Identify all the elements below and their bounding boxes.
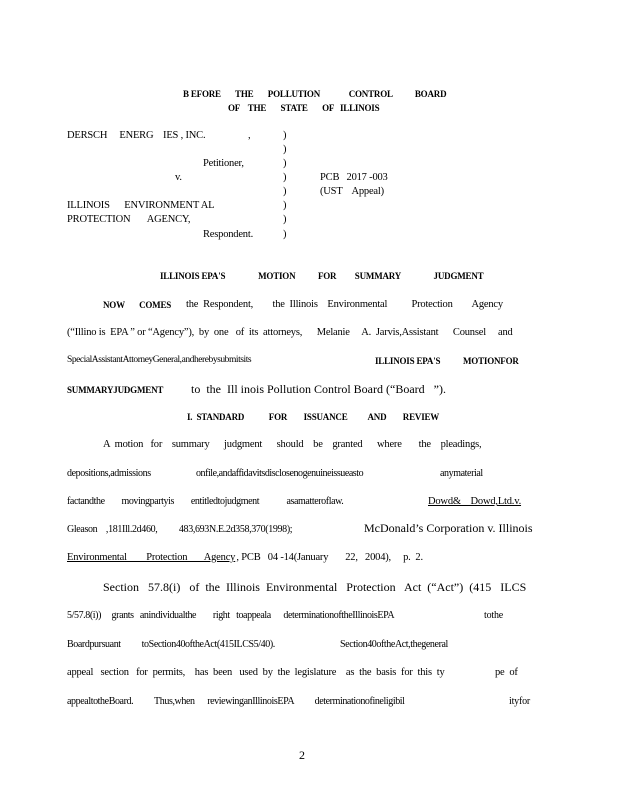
board-caption-line-1: B EFORE THE POLLUTION CONTROL BOARD bbox=[183, 89, 447, 99]
para1-line-2b: onfile,andaffidavitsdisclosenogenuineissueasto bbox=[196, 468, 364, 479]
intro-summary-judgment: SUMMARYJUDGMENT bbox=[67, 385, 164, 395]
para2-line-2-end: tothe bbox=[484, 610, 503, 621]
petitioner-comma: , bbox=[248, 130, 251, 141]
case-cite-mcdonalds: McDonald’s Corporation v. Illinois bbox=[364, 521, 533, 535]
caption-paren: ) bbox=[283, 172, 287, 183]
para2-line-1: Section 57.8(i) of the Illinois Environmental Protection Act (“Act”) (415 ILCS bbox=[103, 580, 527, 594]
para1-line-5: , PCB 04 -14(January 22, 2004), p. 2. bbox=[234, 552, 423, 563]
intro-motion-ref-2: MOTIONFOR bbox=[463, 356, 519, 366]
para2-line-3b: Section40oftheAct,thegeneral bbox=[340, 639, 448, 650]
intro-line-2: (“Illino is EPA ” or “Agency”), by one of its attorneys, Melanie A. Jarvis,Assistant Counsel and bbox=[67, 327, 513, 338]
motion-title: ILLINOIS EPA'S MOTION FOR SUMMARY JUDGMENT bbox=[160, 271, 484, 281]
board-caption-line-2: OF THE STATE OF ILLINOIS bbox=[228, 103, 380, 113]
intro-line-4: to the Ill inois Pollution Control Board (“Board ”). bbox=[191, 382, 446, 396]
petitioner-role: Petitioner, bbox=[203, 158, 244, 169]
now-comes: NOW COMES bbox=[103, 300, 172, 310]
para1-line-2a: depositions,admissions bbox=[67, 468, 151, 479]
caption-paren: ) bbox=[283, 130, 287, 141]
caption-paren: ) bbox=[283, 158, 287, 169]
intro-motion-ref-1: ILLINOIS EPA'S bbox=[375, 356, 441, 366]
caption-paren: ) bbox=[283, 214, 287, 225]
section-heading: I. STANDARD FOR ISSUANCE AND REVIEW bbox=[187, 412, 440, 422]
case-number: PCB 2017 -003 bbox=[320, 172, 388, 183]
case-cite-agency: Environmental Protection Agency bbox=[67, 552, 236, 563]
respondent-name-line-2: PROTECTION AGENCY, bbox=[67, 214, 191, 225]
para1-line-4: Gleason ,181Ill.2d460, 483,693N.E.2d358,370(1998); bbox=[67, 524, 293, 535]
para1-line-3: factandthe movingpartyis entitledtojudgment asamatteroflaw. bbox=[67, 496, 344, 507]
intro-line-1: the Respondent, the Illinois Environmental Protection Agency bbox=[186, 299, 503, 310]
para1-line-2c: anymaterial bbox=[440, 468, 483, 479]
caption-paren: ) bbox=[283, 186, 287, 197]
para2-line-4: appeal section for permits, has been used by the legislature as the basis for this ty bbox=[67, 667, 445, 678]
caption-paren: ) bbox=[283, 144, 287, 155]
para1-line-1: A motion for summary judgment should be granted where the pleadings, bbox=[103, 439, 482, 450]
respondent-name-line-1: ILLINOIS ENVIRONMENT AL bbox=[67, 200, 215, 211]
case-type: (UST Appeal) bbox=[320, 186, 384, 197]
page-number: 2 bbox=[299, 748, 305, 762]
caption-paren: ) bbox=[283, 229, 287, 240]
respondent-role: Respondent. bbox=[203, 229, 254, 240]
para2-line-3a: Boardpursuant toSection40oftheAct(415ILCS5/40). bbox=[67, 639, 275, 650]
para2-line-5-end: ityfor bbox=[509, 696, 531, 707]
petitioner-name: DERSCH ENERG IES , INC. bbox=[67, 130, 206, 141]
caption-paren: ) bbox=[283, 200, 287, 211]
para2-line-2: 5/57.8(i)) grants anindividualthe right toappeala determinationoftheIllinoisEPA bbox=[67, 610, 395, 621]
versus-label: v. bbox=[175, 172, 182, 183]
intro-line-3: SpecialAssistantAttorneyGeneral,andherebysubmitsits bbox=[67, 355, 252, 365]
para2-line-4-end: pe of bbox=[495, 667, 518, 678]
case-cite-dowd: Dowd& Dowd,Ltd.v. bbox=[428, 496, 522, 507]
para2-line-5: appealtotheBoard. Thus,when reviewinganIllinoisEPA determinationofineligibil bbox=[67, 696, 405, 707]
